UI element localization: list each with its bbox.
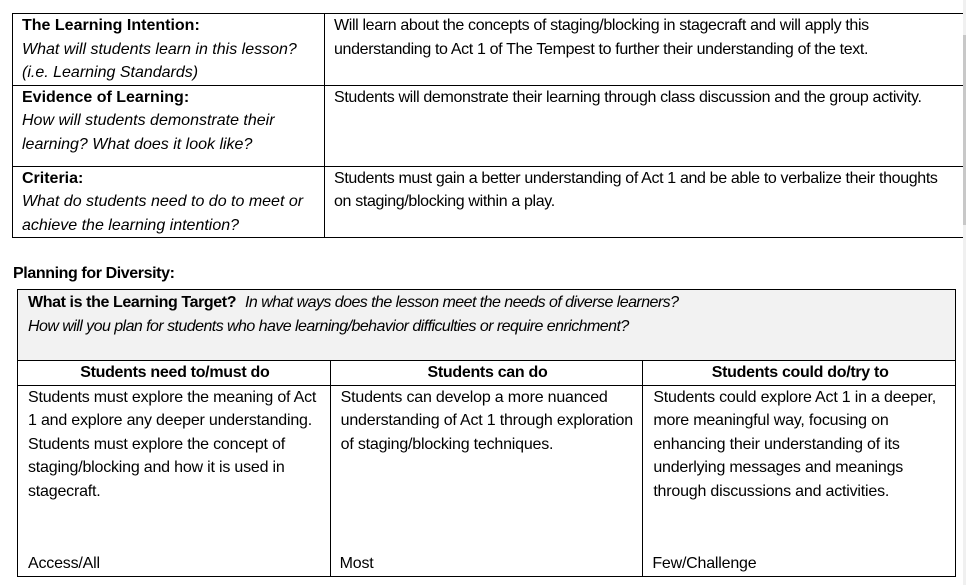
learning-intention-value: Will learn about the concepts of staging/blocking in stagecraft and will apply this understanding to Act 1 of The Tempest to further their understanding of the text. [325,14,964,86]
diversity-table [17,289,956,577]
could-do-text: Students could explore Act 1 in a deeper, more meaningful way, focusing on enhancing their understanding of its underlying messages and meanings through discussions and activities. [653,388,936,500]
criteria-prompt: What do students need to do to meet or achieve the learning intention? [22,193,304,234]
column-header-must-do: Students need to/must do [18,361,331,386]
must-do-text: Students must explore the meaning of Act 1 and explore any deeper understanding. Students must explore the concept of staging/blocking and how it is used in stagecraft. [28,388,317,500]
criteria-label: Criteria: [22,169,84,187]
learning-intention-label: The Learning Intention: [22,17,200,34]
evidence-value: Students will demonstrate their learning through class discussion and the group activity. [325,85,964,166]
column-header-can-do: Students can do [330,361,643,386]
evidence-prompt: How will students demonstrate their learning? What does it look like? [22,112,275,153]
can-do-footer: Most [339,555,374,572]
criteria-label-cell [13,166,325,238]
must-do-footer: Access/All [28,555,100,572]
learning-target-row [18,290,956,361]
could-do-cell [643,385,956,576]
learning-intention-row [13,14,964,86]
learning-target-label: What is the Learning Target? [28,294,237,311]
learning-target-cell [18,290,956,361]
diversity-header-row [18,361,956,386]
can-do-cell [330,385,643,576]
can-do-text: Students can develop a more nuanced understanding of Act 1 through exploration of staging/blocking techniques. [340,388,633,453]
evidence-of-learning-row [13,85,964,166]
learning-target-prompt-1: In what ways does the lesson meet the needs of diverse learners? [244,294,679,311]
learning-intention-label-cell [13,14,325,86]
could-do-footer: Few/Challenge [652,555,757,572]
must-do-cell [18,385,331,576]
learning-intention-prompt: What will students learn in this lesson? (i.e. Learning Standards) [22,40,297,81]
learning-target-prompt-2: How will you plan for students who have learning/behavior difficulties or require enrichment? [28,317,629,335]
criteria-row [13,166,964,238]
lesson-plan-table [12,13,964,238]
evidence-label-cell [13,85,325,166]
planning-for-diversity-heading: Planning for Diversity: [13,265,175,282]
criteria-value: Students must gain a better understanding of Act 1 and be able to verbalize their thoughts on staging/blocking within a play. [325,166,964,238]
column-header-could-do: Students could do/try to [643,361,956,386]
evidence-label: Evidence of Learning: [22,88,190,106]
diversity-body-row [18,385,956,576]
